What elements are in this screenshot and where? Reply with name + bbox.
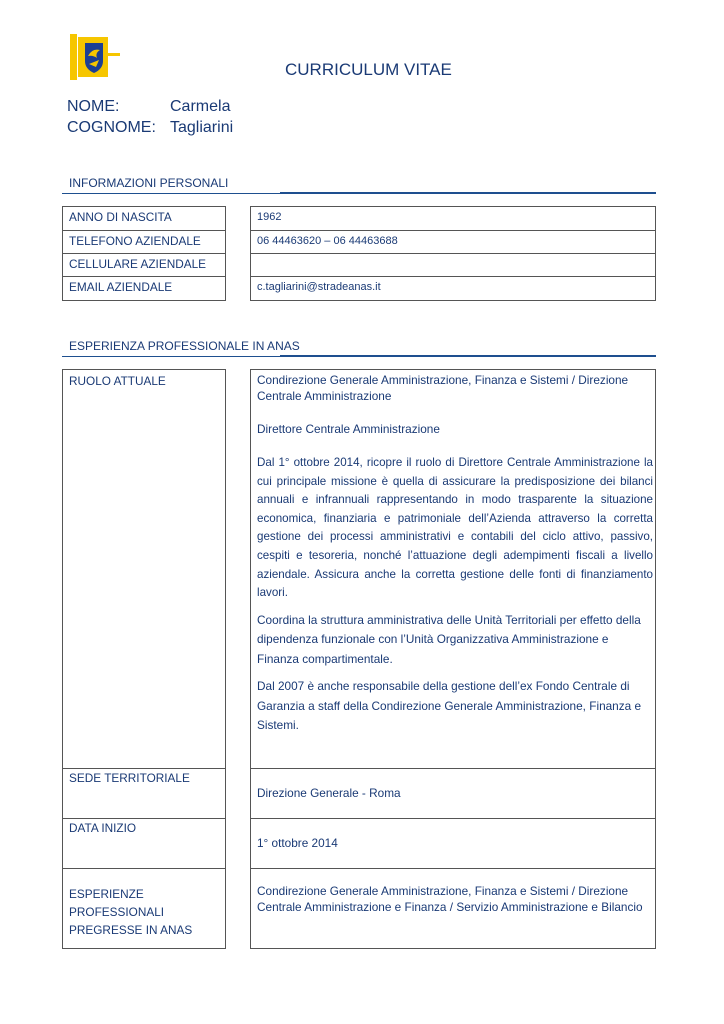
experience-heading: ESPERIENZA PROFESSIONALE IN ANAS [69,339,300,353]
section-divider-accent [280,192,656,194]
data-inizio-value: 1° ottobre 2014 [251,819,656,869]
sede-label: SEDE TERRITORIALE [63,769,226,819]
cognome-value: Tagliarini [170,119,234,136]
pregresse-label: ESPERIENZE PROFESSIONALI PREGRESSE IN ANAS [63,869,226,949]
personal-label: CELLULARE AZIENDALE [63,254,226,277]
nome-label: NOME: [67,98,120,115]
personal-value [251,254,656,277]
section-divider-accent [280,355,656,357]
ruolo-paragraph: Dal 1° ottobre 2014, ricopre il ruolo di Direttore Centrale Amministrazione la cui principale missione è quella di assicurare la predisposizione dei bilanci annuali e infrannuali rappresentando in modo trasparente la situazione economica, finanziaria e patrimoniale dell’Azienda attraverso la corretta gestione dei processi amministrativi e contabili del ciclo attivo, passivo, cespiti e tesoreria, nonché l’attuazione degli adempimenti fiscali a livello aziendale. Assicura anche la corretta gestione delle fonti di finanziamento lavori. [257,456,653,600]
ruolo-paragraph: Coordina la struttura amministrativa delle Unità Territoriali per effetto della dipendenza funzionale con l’Unità Organizzativa Amministrazione e Finanza compartimentale. [257,612,641,666]
personal-value: 1962 [251,207,656,231]
ruolo-paragraph: Dal 2007 è anche responsabile della gestione dell’ex Fondo Centrale di Garanzia a staff della Condirezione Generale Amministrazione, Finanza e Sistemi. [257,679,642,733]
document-title: CURRICULUM VITAE [285,60,452,79]
ruolo-paragraph: Condirezione Generale Amministrazione, Finanza e Sistemi / Direzione Centrale Amministrazione [257,373,629,403]
pregresse-value: Condirezione Generale Amministrazione, Finanza e Sistemi / Direzione Centrale Amministrazione e Finanza / Servizio Amministrazione e Bilancio [251,869,656,949]
personal-values-table [250,206,656,301]
personal-label: TELEFONO AZIENDALE [63,231,226,254]
personal-info-heading: INFORMAZIONI PERSONALI [69,176,229,190]
anas-logo-icon [70,34,120,80]
personal-value: 06 44463620 – 06 44463688 [251,231,656,254]
personal-label: ANNO DI NASCITA [63,207,226,231]
personal-labels-table [62,206,226,301]
experience-values-table [250,369,656,949]
data-inizio-label: DATA INIZIO [63,819,226,869]
personal-label: EMAIL AZIENDALE [63,277,226,301]
personal-value: c.tagliarini@stradeanas.it [251,277,656,301]
experience-labels-table [62,369,226,949]
sede-value: Direzione Generale - Roma [251,769,656,819]
nome-value: Carmela [170,98,231,115]
ruolo-value [251,370,656,769]
ruolo-paragraph: Direttore Centrale Amministrazione [257,422,440,436]
cognome-label: COGNOME: [67,119,156,136]
ruolo-label: RUOLO ATTUALE [63,370,226,769]
